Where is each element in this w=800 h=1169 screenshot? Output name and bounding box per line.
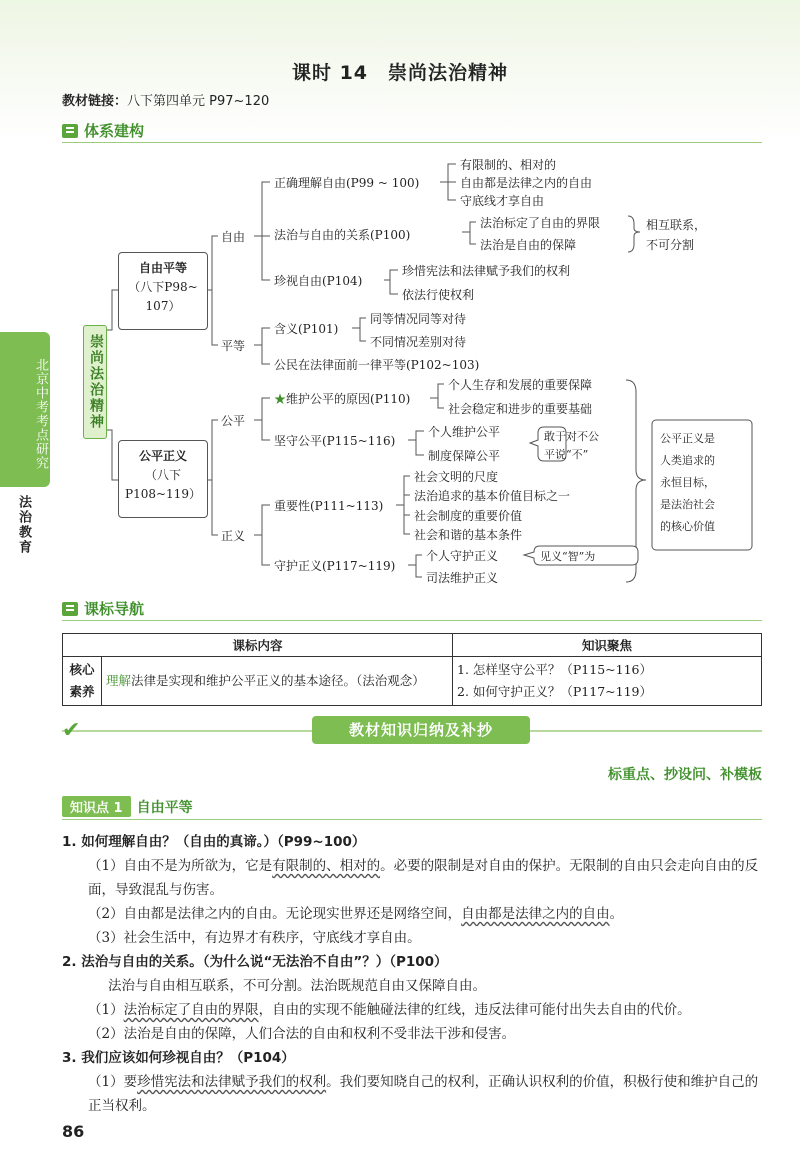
side-tab-sub: 法治教育 bbox=[16, 495, 31, 555]
node-n7: 坚守公平(P115~116) bbox=[274, 434, 396, 448]
node-n8c: 社会制度的重要价值 bbox=[414, 509, 523, 523]
node-n8b: 法治追求的基本价值目标之一 bbox=[414, 489, 571, 503]
node-n2c2: 不可分割 bbox=[646, 238, 695, 252]
page-number: 86 bbox=[62, 1122, 85, 1141]
section-standards: 课标导航 bbox=[62, 598, 144, 619]
node-pingdeng: 平等 bbox=[221, 339, 246, 353]
section-system: 体系建构 bbox=[62, 120, 144, 141]
node-n1c: 守底线才享自由 bbox=[460, 194, 545, 208]
answer-1-2: （2）自由都是法律之内的自由。无论现实世界还是网络空间，自由都是法律之内的自由。 bbox=[88, 906, 624, 922]
node-n2: 法治与自由的关系(P100) bbox=[274, 228, 411, 242]
page-title: 课时 14 崇尚法治精神 bbox=[291, 62, 509, 84]
fairness-justice-box: 公平正义 （八下 P108~119） bbox=[118, 440, 208, 518]
node-n2a: 法治标定了自由的界限 bbox=[480, 216, 601, 230]
table-header-focus: 知识聚焦 bbox=[453, 634, 762, 657]
question-2: 2. 法治与自由的关系。（为什么说“无法治不自由”？）（P100） bbox=[62, 954, 448, 970]
row-label: 核心 素养 bbox=[63, 657, 102, 706]
node-n1a: 有限制的、相对的 bbox=[460, 158, 557, 172]
side-tab: 北京中考考点研究 bbox=[0, 332, 50, 487]
pencil-note-icon bbox=[62, 602, 78, 616]
content-body bbox=[62, 830, 762, 1118]
node-n8a: 社会文明的尺度 bbox=[414, 470, 499, 484]
star-icon: ★ bbox=[274, 392, 287, 406]
textbook-link: 教材链接：八下第四单元 P97~120 bbox=[62, 94, 270, 109]
node-n8: 重要性(P111~113) bbox=[274, 499, 384, 513]
node-n1b: 自由都是法律之内的自由 bbox=[460, 176, 593, 190]
root-node: 崇尚法治精神 bbox=[83, 325, 107, 439]
section-banner: 教材知识归纳及补抄 bbox=[312, 716, 530, 744]
node-n6a: 个人生存和发展的重要保障 bbox=[448, 378, 593, 392]
freedom-equality-box: 自由平等 （八下P98~ 107） bbox=[118, 252, 208, 330]
answer-2-2: （2）法治是自由的保障，人们合法的自由和权利不受非法干涉和侵害。 bbox=[88, 1026, 516, 1042]
standard-content: 理解法律是实现和维护公平正义的基本途径。（法治观念） bbox=[102, 657, 453, 706]
node-n6b: 社会稳定和进步的重要基础 bbox=[448, 402, 593, 416]
divider bbox=[62, 620, 762, 621]
answer-1-1: （1）自由不是为所欲为，它是有限制的、相对的。必要的限制是对自由的保护。无限制的自由只会走向自由的反面，导致混乱与伤害。 bbox=[88, 858, 759, 898]
node-gongping: 公平 bbox=[221, 414, 246, 428]
node-n2c1: 相互联系， bbox=[646, 218, 707, 232]
node-n3b: 依法行使权利 bbox=[402, 288, 475, 302]
node-n4b: 不同情况差别对待 bbox=[370, 335, 467, 349]
tagline: 标重点、抄设问、补模板 bbox=[608, 767, 762, 783]
answer-2-1: （1）法治标定了自由的界限，自由的实现不能触碰法律的红线，违反法律可能付出失去自由的代价。 bbox=[88, 1002, 691, 1018]
check-icon: ✔ bbox=[62, 718, 81, 743]
node-n6: ★维护公平的原因(P110) bbox=[274, 392, 411, 406]
node-n9a: 个人守护正义 bbox=[426, 549, 499, 563]
node-n9: 守护正义(P117~119) bbox=[274, 559, 396, 573]
node-n8d: 社会和谐的基本条件 bbox=[414, 528, 523, 542]
answer-2-0: 法治与自由相互联系，不可分割。法治既规范自由又保障自由。 bbox=[108, 978, 486, 994]
node-n4a: 同等情况同等对待 bbox=[370, 312, 467, 326]
node-n2b: 法治是自由的保障 bbox=[480, 238, 577, 252]
node-n7b: 制度保障公平 bbox=[428, 449, 501, 463]
node-n9c: 见义“智”为 bbox=[540, 550, 596, 563]
answer-1-3: （3）社会生活中，有边界才有秩序，守底线才享自由。 bbox=[88, 930, 421, 946]
question-1: 1. 如何理解自由？（自由的真谛。）（P99~100） bbox=[62, 834, 366, 850]
focus-cell: 1. 怎样坚守公平？（P115~116） 2. 如何守护正义？（P117~119） bbox=[453, 657, 762, 706]
question-3: 3. 我们应该如何珍视自由？（P104） bbox=[62, 1050, 295, 1066]
node-n7a: 个人维护公平 bbox=[428, 425, 501, 439]
node-zhengyi: 正义 bbox=[221, 529, 246, 543]
node-ziyou: 自由 bbox=[221, 230, 246, 244]
node-n9b: 司法维护正义 bbox=[426, 571, 499, 585]
node-n7c2: 平说“不” bbox=[544, 448, 589, 461]
node-n7c1: 敢于对不公 bbox=[544, 430, 599, 443]
node-n1: 正确理解自由(P99 ~ 100) bbox=[274, 176, 420, 190]
node-n4: 含义(P101) bbox=[274, 322, 339, 336]
note-box: 公平正义是 人类追求的 永恒目标， 是法治社会 的核心价值 bbox=[660, 432, 715, 533]
node-n3a: 珍惜宪法和法律赋予我们的权利 bbox=[402, 264, 571, 278]
standards-table bbox=[62, 633, 762, 706]
node-n3: 珍视自由(P104) bbox=[274, 274, 363, 288]
knowledge-point-header: 知识点 1 自由平等 bbox=[62, 796, 762, 820]
table-header-content: 课标内容 bbox=[63, 634, 453, 657]
answer-3-1: （1）要珍惜宪法和法律赋予我们的权利。我们要知晓自己的权利，正确认识权利的价值，积极行使和维护自己的正当权利。 bbox=[88, 1074, 759, 1114]
node-n5: 公民在法律面前一律平等(P102~103) bbox=[274, 358, 480, 372]
